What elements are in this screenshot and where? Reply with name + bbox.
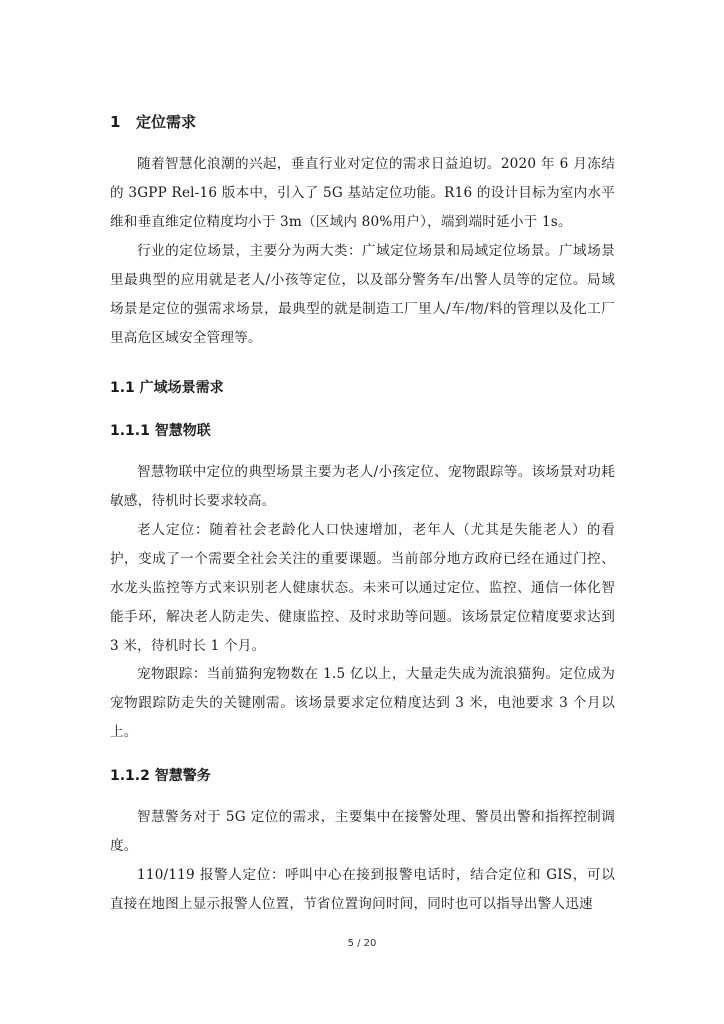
paragraph-caller-positioning: 110/119 报警人定位：呼叫中心在接到报警电话时，结合定位和 GIS，可以直接在地图上显示报警人位置，节省位置询问时间，同时也可以指导出警人迅速 bbox=[110, 867, 615, 912]
paragraph-pet-tracking: 宠物跟踪：当前猫狗宠物数在 1.5 亿以上，大量走失成为流浪猫狗。定位成为宠物跟踪防走失的关键刚需。该场景要求定位精度达到 3 米，电池要求 3 个月以上。 bbox=[110, 666, 615, 740]
section-heading-1-1: 1.1 广域场景需求 bbox=[110, 380, 224, 396]
paragraph-iot-intro: 智慧物联中定位的典型场景主要为老人/小孩定位、宠物跟踪等。该场景对功耗敏感，待机时长要求较高。 bbox=[110, 464, 615, 509]
paragraph-elderly-positioning: 老人定位：随着社会老龄化人口快速增加，老年人（尤其是失能老人）的看护，变成了一个需要全社会关注的重要课题。当前部分地方政府已经在通过门控、水龙头监控等方式来识别老人健康状态。未来可以通过定位、监控、通信一体化智能手环，解决老人防走失、健康监控、及时求助等问题。该场景定位精度要求达到 3 米，待机时长 1 个月。 bbox=[110, 522, 615, 654]
section-heading-1 bbox=[110, 112, 196, 132]
paragraph-police-intro: 智慧警务对于 5G 定位的需求，主要集中在接警处理、警员出警和指挥控制调度。 bbox=[110, 809, 615, 854]
paragraph-positioning-scenarios: 行业的定位场景，主要分为两大类：广域定位场景和局域定位场景。广域场景里最典型的应用就是老人/小孩等定位，以及部分警务车/出警人员等的定位。局域场景是定位的强需求场景，最典型的就是制造工厂里人/车/物/料的管理以及化工厂里高危区域安全管理等。 bbox=[110, 243, 615, 346]
section-title: 定位需求 bbox=[136, 113, 197, 131]
page-number: 5 / 20 bbox=[347, 938, 377, 949]
section-number: 1 bbox=[110, 113, 121, 131]
section-heading-1-1-1: 1.1.1 智慧物联 bbox=[110, 423, 211, 439]
paragraph-positioning-intro: 随着智慧化浪潮的兴起，垂直行业对定位的需求日益迫切。2020 年 6 月冻结的 3GPP Rel-16 版本中，引入了 5G 基站定位功能。R16 的设计目标为室内水平维和垂直维定位精度均小于 3m（区域内 80%用户），端到端时延小于 1s。 bbox=[110, 156, 615, 230]
section-heading-1-1-2: 1.1.2 智慧警务 bbox=[110, 768, 211, 784]
